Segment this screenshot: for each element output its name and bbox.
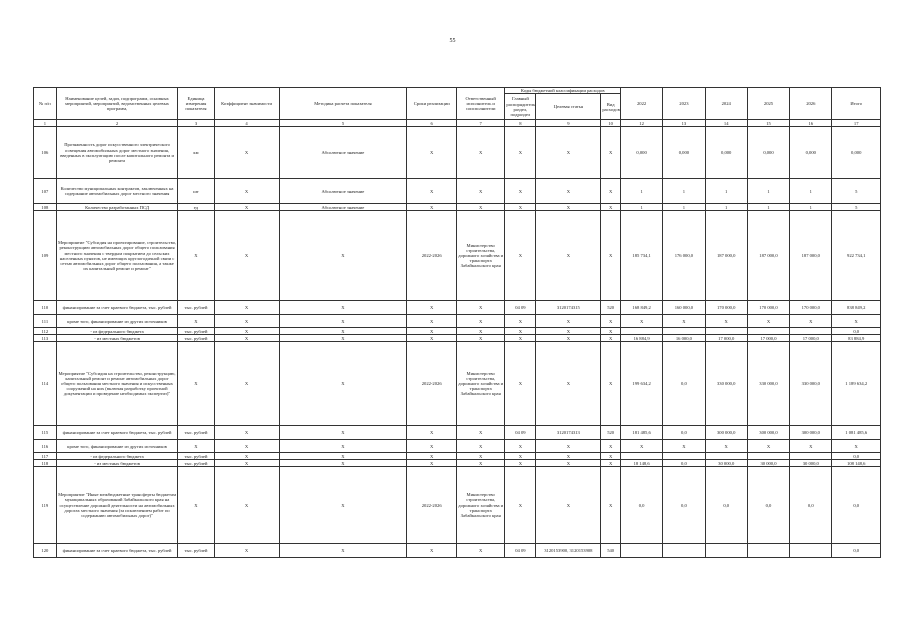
row-unit: X — [178, 342, 214, 426]
row-method: Абсолютное значение — [279, 127, 407, 179]
row-executor: X — [456, 460, 504, 467]
row-year-3: X — [705, 315, 747, 328]
row-coefficient: X — [214, 453, 279, 460]
table-row — [34, 315, 881, 328]
row-year-1 — [620, 328, 662, 335]
row-period: X — [407, 179, 457, 204]
row-executor: X — [456, 328, 504, 335]
row-unit: шт — [178, 179, 214, 204]
row-year-2: 1 — [663, 179, 705, 204]
row-year-2: 0,0 — [663, 426, 705, 440]
row-year-4 — [747, 544, 789, 558]
row-method: X — [279, 426, 407, 440]
row-year-1: 181 485,6 — [620, 426, 662, 440]
row-name: Количество разработанных ПСД — [56, 204, 178, 211]
row-name: Протяженность дорог искусственного электрического освещения автомобильных дорог местного значения, введенных в эксплуатацию после капитального ремонта и ремонта — [56, 127, 178, 179]
column-number-row — [34, 120, 881, 127]
row-executor: X — [456, 440, 504, 453]
table-row — [34, 426, 881, 440]
row-year-3: 1 — [705, 179, 747, 204]
row-year-3: 330 000,0 — [705, 342, 747, 426]
row-year-4: 170 000,0 — [747, 301, 789, 315]
row-section: 04 09 — [505, 301, 536, 315]
row-period: 2022-2026 — [407, 342, 457, 426]
row-year-2: 0,0 — [663, 342, 705, 426]
row-target-item: X — [536, 467, 601, 544]
row-unit: X — [178, 467, 214, 544]
row-name: кроме того, финансирование из других источников — [56, 440, 178, 453]
row-year-3: 1 — [705, 204, 747, 211]
row-year-2 — [663, 328, 705, 335]
row-method: X — [279, 335, 407, 342]
row-executor: X — [456, 335, 504, 342]
row-period: X — [407, 460, 457, 467]
row-unit: тыс. рублей — [178, 426, 214, 440]
row-target-item: 3120174315 — [536, 301, 601, 315]
row-target-item: X — [536, 453, 601, 460]
row-year-3: 187 000,0 — [705, 211, 747, 301]
column-number: 1 — [34, 120, 57, 127]
header-section: раздел, подраздел — [510, 106, 531, 117]
row-expense-type: X — [601, 440, 621, 453]
row-expense-type: X — [601, 335, 621, 342]
row-number: 106 — [34, 127, 57, 179]
row-year-4: 1 — [747, 179, 789, 204]
row-expense-type: X — [601, 342, 621, 426]
row-coefficient: X — [214, 335, 279, 342]
row-executor: X — [456, 204, 504, 211]
row-section: X — [505, 440, 536, 453]
row-target-item: X — [536, 211, 601, 301]
row-year-5: 1 — [790, 179, 832, 204]
row-unit: X — [178, 440, 214, 453]
row-section: X — [505, 467, 536, 544]
row-section: 04 09 — [505, 544, 536, 558]
row-year-3 — [705, 328, 747, 335]
row-name: - из местных бюджетов — [56, 460, 178, 467]
row-target-item: X — [536, 328, 601, 335]
row-period: X — [407, 328, 457, 335]
header-total: Итого — [832, 88, 881, 120]
row-period: X — [407, 335, 457, 342]
row-expense-type: X — [601, 467, 621, 544]
column-number: 4 — [214, 120, 279, 127]
row-total: 922 734,1 — [832, 211, 881, 301]
header-num: № п/п — [34, 88, 57, 120]
header-target-item: Целевая статья — [536, 94, 601, 120]
row-total: 5 — [832, 179, 881, 204]
row-total: 5 — [832, 204, 881, 211]
table-row — [34, 453, 881, 460]
row-unit: тыс. рублей — [178, 544, 214, 558]
row-expense-type: 540 — [601, 544, 621, 558]
row-section: 04 09 — [505, 426, 536, 440]
row-year-1: X — [620, 440, 662, 453]
row-year-3 — [705, 453, 747, 460]
row-method: X — [279, 453, 407, 460]
table-row — [34, 460, 881, 467]
row-year-1: 199 634,2 — [620, 342, 662, 426]
row-period: X — [407, 426, 457, 440]
row-year-1: 16 884,9 — [620, 335, 662, 342]
row-period: X — [407, 453, 457, 460]
row-year-4: X — [747, 315, 789, 328]
row-section: X — [505, 211, 536, 301]
row-year-3: 170 000,0 — [705, 301, 747, 315]
row-coefficient: X — [214, 426, 279, 440]
row-name: кроме того, финансирование из других источников — [56, 315, 178, 328]
header-year-3: 2024 — [705, 88, 747, 120]
row-unit: тыс. рублей — [178, 453, 214, 460]
row-year-1 — [620, 453, 662, 460]
column-number: 9 — [536, 120, 601, 127]
row-year-4: 187 000,0 — [747, 211, 789, 301]
row-number: 109 — [34, 211, 57, 301]
row-number: 114 — [34, 342, 57, 426]
row-year-3: 0,000 — [705, 127, 747, 179]
table-row — [34, 440, 881, 453]
row-total: X — [832, 315, 881, 328]
row-year-5: X — [790, 440, 832, 453]
row-coefficient: X — [214, 460, 279, 467]
row-year-2 — [663, 544, 705, 558]
row-coefficient: X — [214, 544, 279, 558]
row-year-1: 185 734,1 — [620, 211, 662, 301]
row-executor: Министерство строительства, дорожного хозяйства и транспорта Забайкальского края — [456, 467, 504, 544]
row-coefficient: X — [214, 301, 279, 315]
row-year-5: 0,000 — [790, 127, 832, 179]
row-section: X — [505, 453, 536, 460]
table-row — [34, 204, 881, 211]
row-method: X — [279, 315, 407, 328]
row-year-1: 0,0 — [620, 467, 662, 544]
row-name: - из федерального бюджета — [56, 453, 178, 460]
row-year-1: X — [620, 315, 662, 328]
row-year-4: X — [747, 440, 789, 453]
row-number: 119 — [34, 467, 57, 544]
row-number: 112 — [34, 328, 57, 335]
table-row — [34, 211, 881, 301]
row-total: 0,0 — [832, 453, 881, 460]
row-number: 113 — [34, 335, 57, 342]
row-section: X — [505, 127, 536, 179]
row-year-4 — [747, 328, 789, 335]
row-year-5: 187 000,0 — [790, 211, 832, 301]
row-unit: ед — [178, 204, 214, 211]
row-target-item: X — [536, 460, 601, 467]
row-coefficient: X — [214, 315, 279, 328]
header-year-2: 2023 — [663, 88, 705, 120]
row-period: 2022-2026 — [407, 467, 457, 544]
column-number: 16 — [790, 120, 832, 127]
row-unit: X — [178, 315, 214, 328]
row-year-5: 300 000,0 — [790, 426, 832, 440]
row-method: X — [279, 342, 407, 426]
row-number: 108 — [34, 204, 57, 211]
column-number: 13 — [663, 120, 705, 127]
row-total: 0,0 — [832, 328, 881, 335]
row-total: 0,0 — [832, 467, 881, 544]
row-expense-type: X — [601, 315, 621, 328]
row-name: Мероприятие "Иные межбюджетные трансферты бюджетам муниципальных образований Забайкальского края на осуществление дорожной деятельности на автомобильных дорогах местного значения (за исключением работ по содержанию автомобильных дорог)" — [56, 467, 178, 544]
column-number: 5 — [279, 120, 407, 127]
row-unit: км — [178, 127, 214, 179]
column-number: 12 — [620, 120, 662, 127]
row-executor: X — [456, 544, 504, 558]
row-target-item: X — [536, 335, 601, 342]
column-number: 15 — [747, 120, 789, 127]
row-year-2: 1 — [663, 204, 705, 211]
row-expense-type: 520 — [601, 426, 621, 440]
row-unit: тыс. рублей — [178, 460, 214, 467]
row-period: X — [407, 127, 457, 179]
table-row — [34, 342, 881, 426]
header-year-1: 2022 — [620, 88, 662, 120]
row-total: 83 884,9 — [832, 335, 881, 342]
row-year-4: 30 000,0 — [747, 460, 789, 467]
row-executor: X — [456, 453, 504, 460]
column-number: 8 — [505, 120, 536, 127]
row-year-1 — [620, 544, 662, 558]
row-year-1: 0,000 — [620, 127, 662, 179]
header-chief: Главный распорядитель — [506, 96, 536, 107]
row-expense-type: X — [601, 179, 621, 204]
row-target-item: 3120174313 — [536, 426, 601, 440]
row-year-5: 170 000,0 — [790, 301, 832, 315]
row-year-3: 0,0 — [705, 467, 747, 544]
row-total: 0,000 — [832, 127, 881, 179]
header-period: Сроки реализации — [407, 88, 457, 120]
row-executor: X — [456, 426, 504, 440]
header-coefficient: Коэффициент значимости — [214, 88, 279, 120]
row-number: 118 — [34, 460, 57, 467]
row-year-2: X — [663, 440, 705, 453]
row-total: 1 189 634,2 — [832, 342, 881, 426]
row-year-5: X — [790, 315, 832, 328]
row-method: Абсолютное значение — [279, 179, 407, 204]
row-expense-type: X — [601, 328, 621, 335]
row-year-3: X — [705, 440, 747, 453]
row-name: Мероприятие "Субсидия на проектирование, строительство, реконструкцию автомобильных дорог общего пользования местного значения с твердым покрытием до сельских населенных пунктов, не имеющих круглогодичной связи с сетью автомобильных дорог общего пользования, а также их капитальный ремонт и ремонт" — [56, 211, 178, 301]
row-expense-type: X — [601, 211, 621, 301]
row-method: X — [279, 211, 407, 301]
table-row — [34, 544, 881, 558]
header-expense-type: Вид расходов — [601, 94, 621, 120]
column-number: 6 — [407, 120, 457, 127]
row-year-1: 1 — [620, 179, 662, 204]
row-target-item: X — [536, 440, 601, 453]
row-total: 838 849,2 — [832, 301, 881, 315]
row-period: X — [407, 440, 457, 453]
row-year-2 — [663, 453, 705, 460]
row-number: 117 — [34, 453, 57, 460]
row-section: X — [505, 460, 536, 467]
row-year-4: 1 — [747, 204, 789, 211]
row-target-item: X — [536, 127, 601, 179]
row-executor: Министерство строительства, дорожного хозяйства и транспорта Забайкальского края — [456, 342, 504, 426]
row-executor: X — [456, 179, 504, 204]
row-section: X — [505, 342, 536, 426]
row-name: Количество муниципальных контрактов, заключенных на содержание автомобильных дорог местного значения — [56, 179, 178, 204]
row-year-5 — [790, 453, 832, 460]
row-number: 116 — [34, 440, 57, 453]
row-total: 108 148,6 — [832, 460, 881, 467]
row-year-2: X — [663, 315, 705, 328]
column-number: 7 — [456, 120, 504, 127]
row-method: X — [279, 467, 407, 544]
row-year-2: 160 000,0 — [663, 301, 705, 315]
row-period: X — [407, 301, 457, 315]
row-executor: Министерство строительства, дорожного хозяйства и транспорта Забайкальского края — [456, 211, 504, 301]
header-year-5: 2026 — [790, 88, 832, 120]
table-row — [34, 127, 881, 179]
row-number: 111 — [34, 315, 57, 328]
row-year-3: 30 000,0 — [705, 460, 747, 467]
header-executor: Ответственный исполнитель и соисполнители — [456, 88, 504, 120]
row-number: 120 — [34, 544, 57, 558]
row-year-2: 176 000,0 — [663, 211, 705, 301]
table-row — [34, 301, 881, 315]
row-method: X — [279, 301, 407, 315]
row-name: финансирование за счет краевого бюджета, тыс. рублей — [56, 301, 178, 315]
row-coefficient: X — [214, 328, 279, 335]
row-year-3: 17 000,0 — [705, 335, 747, 342]
row-executor: X — [456, 127, 504, 179]
column-number: 17 — [832, 120, 881, 127]
row-year-5 — [790, 328, 832, 335]
row-name: финансирование за счет краевого бюджета, тыс. рублей — [56, 426, 178, 440]
row-year-3: 300 000,0 — [705, 426, 747, 440]
row-year-2: 16 000,0 — [663, 335, 705, 342]
table-row — [34, 179, 881, 204]
table-row — [34, 328, 881, 335]
column-number: 14 — [705, 120, 747, 127]
row-name: Мероприятие "Субсидия на строительство, реконструкцию, капитальный ремонт и ремонт автомобильных дорог общего пользования местного значения и искусственных сооружений на них (включая разработку проектной документации и проведение необходимых экспертиз)" — [56, 342, 178, 426]
row-coefficient: X — [214, 342, 279, 426]
header-name: Наименование целей, задач, подпрограмм, основных мероприятий, мероприятий, ведомственных целевых программ, — [56, 88, 178, 120]
row-year-1: 18 148,6 — [620, 460, 662, 467]
header-chief-section — [505, 94, 536, 120]
row-year-2: 0,0 — [663, 460, 705, 467]
row-period: X — [407, 204, 457, 211]
row-year-2: 0,0 — [663, 467, 705, 544]
row-total: X — [832, 440, 881, 453]
row-expense-type: X — [601, 204, 621, 211]
row-method: X — [279, 328, 407, 335]
page-number: 55 — [449, 38, 456, 44]
row-year-5: 0,0 — [790, 467, 832, 544]
row-method: X — [279, 544, 407, 558]
row-section: X — [505, 179, 536, 204]
row-unit: тыс. рублей — [178, 301, 214, 315]
row-year-1: 1 — [620, 204, 662, 211]
row-year-4 — [747, 453, 789, 460]
row-name: - из местных бюджетов — [56, 335, 178, 342]
row-number: 115 — [34, 426, 57, 440]
row-year-5 — [790, 544, 832, 558]
row-year-2: 0,000 — [663, 127, 705, 179]
row-target-item: X — [536, 315, 601, 328]
row-period: X — [407, 315, 457, 328]
row-unit: тыс. рублей — [178, 335, 214, 342]
row-unit: тыс. рублей — [178, 328, 214, 335]
row-unit: X — [178, 211, 214, 301]
column-number: 2 — [56, 120, 178, 127]
row-coefficient: X — [214, 127, 279, 179]
header-method: Методика расчета показателя — [279, 88, 407, 120]
row-year-5: 330 000,0 — [790, 342, 832, 426]
program-indicators-table — [33, 87, 881, 558]
table-row — [34, 335, 881, 342]
row-year-4: 300 000,0 — [747, 426, 789, 440]
row-method: X — [279, 460, 407, 467]
row-expense-type: 520 — [601, 301, 621, 315]
row-year-1: 168 849,2 — [620, 301, 662, 315]
row-target-item: 3120153900, 3120153908 — [536, 544, 601, 558]
row-year-4: 330 000,0 — [747, 342, 789, 426]
row-number: 107 — [34, 179, 57, 204]
row-total: 1 081 485,6 — [832, 426, 881, 440]
row-coefficient: X — [214, 204, 279, 211]
row-year-3 — [705, 544, 747, 558]
row-executor: X — [456, 301, 504, 315]
row-method: Абсолютное значение — [279, 204, 407, 211]
row-coefficient: X — [214, 440, 279, 453]
header-unit: Единица измерения показателя — [178, 88, 214, 120]
header-budget-codes: Коды бюджетной классификации расходов — [505, 88, 621, 94]
row-year-4: 17 000,0 — [747, 335, 789, 342]
table-body — [34, 127, 881, 558]
row-coefficient: X — [214, 467, 279, 544]
row-executor: X — [456, 315, 504, 328]
column-number: 3 — [178, 120, 214, 127]
row-coefficient: X — [214, 179, 279, 204]
row-total: 0,0 — [832, 544, 881, 558]
row-number: 110 — [34, 301, 57, 315]
row-year-4: 0,0 — [747, 467, 789, 544]
row-section: X — [505, 335, 536, 342]
header-year-4: 2025 — [747, 88, 789, 120]
row-target-item: X — [536, 342, 601, 426]
row-name: - из федерального бюджета — [56, 328, 178, 335]
row-year-5: 30 000,0 — [790, 460, 832, 467]
row-expense-type: X — [601, 460, 621, 467]
row-method: X — [279, 440, 407, 453]
row-name: финансирование за счет краевого бюджета, тыс. рублей — [56, 544, 178, 558]
row-expense-type: X — [601, 453, 621, 460]
row-target-item: X — [536, 204, 601, 211]
row-year-4: 0,000 — [747, 127, 789, 179]
row-section: X — [505, 204, 536, 211]
column-number: 10 — [601, 120, 621, 127]
table-row — [34, 467, 881, 544]
row-coefficient: X — [214, 211, 279, 301]
row-section: X — [505, 315, 536, 328]
row-year-5: 17 000,0 — [790, 335, 832, 342]
row-expense-type: X — [601, 127, 621, 179]
row-year-5: 1 — [790, 204, 832, 211]
row-section: X — [505, 328, 536, 335]
row-period: X — [407, 544, 457, 558]
row-period: 2022-2026 — [407, 211, 457, 301]
row-target-item: X — [536, 179, 601, 204]
